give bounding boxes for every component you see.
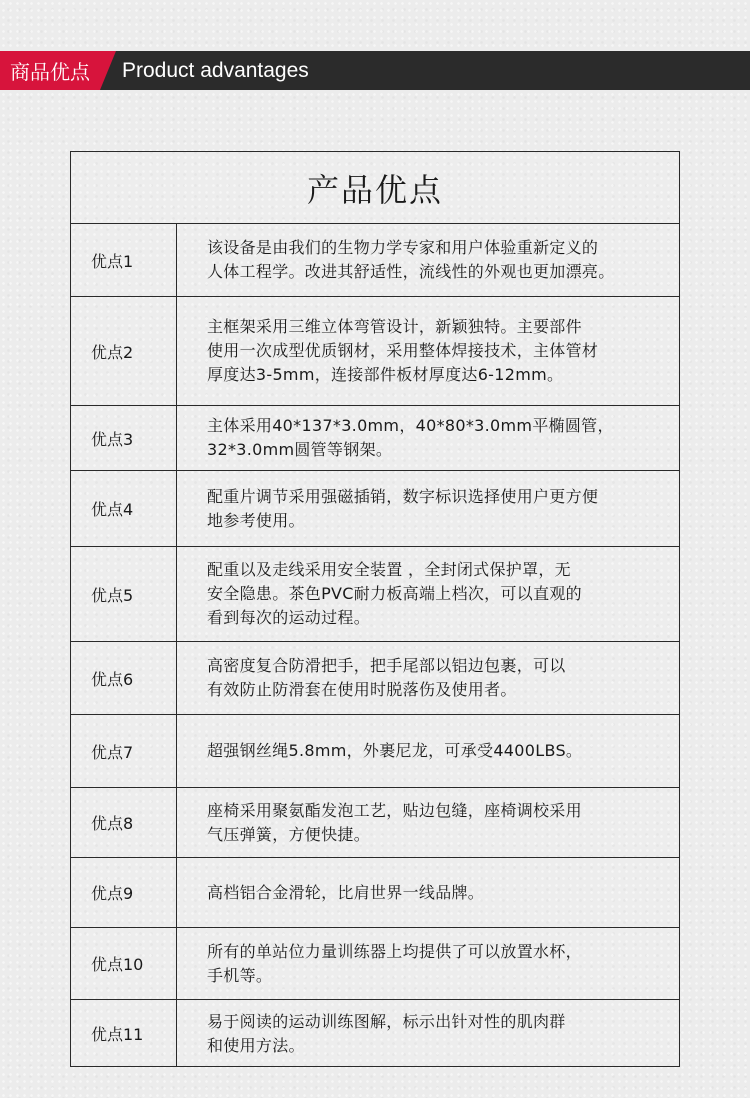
row-label: 优点9	[71, 858, 177, 927]
row-text: 配重以及走线采用安全装置 ，全封闭式保护罩，无 安全隐患。茶色PVC耐力板高端上档次，可以直观的 看到每次的运动过程。	[207, 560, 582, 627]
table-row	[71, 928, 679, 1000]
table-row	[71, 715, 679, 788]
table-row	[71, 547, 679, 642]
table-row	[71, 471, 679, 547]
advantages-table	[70, 151, 680, 1067]
row-text: 主框架采用三维立体弯管设计，新颖独特。主要部件 使用一次成型优质钢材，采用整体焊接技术，主体管材 厚度达3-5mm，连接部件板材厚度达6-12mm。	[207, 317, 599, 384]
table-row	[71, 224, 679, 297]
row-label: 优点4	[71, 471, 177, 546]
row-label: 优点1	[71, 224, 177, 296]
row-label: 优点5	[71, 547, 177, 641]
row-text: 配重片调节采用强磁插销，数字标识选择使用户更方便 地参考使用。	[207, 486, 599, 530]
table-row	[71, 642, 679, 715]
row-text: 该设备是由我们的生物力学专家和用户体验重新定义的 人体工程学。改进其舒适性，流线性的外观也更加漂亮。	[207, 238, 615, 281]
row-text: 所有的单站位力量训练器上均提供了可以放置水杯， 手机等。	[207, 941, 582, 985]
table-row	[71, 406, 679, 471]
section-header-en-label: Product advantages	[122, 58, 309, 82]
row-text: 易于阅读的运动训练图解，标示出针对性的肌肉群 和使用方法。	[207, 1011, 566, 1055]
table-row	[71, 1000, 679, 1067]
row-text: 超强钢丝绳5.8mm，外裹尼龙，可承受4400LBS。	[207, 741, 583, 760]
header-slant-decoration	[100, 51, 116, 90]
section-header-cn-label: 商品优点	[0, 51, 100, 90]
row-text: 主体采用40*137*3.0mm，40*80*3.0mm平椭圆管， 32*3.0mm圆管等钢架。	[207, 416, 614, 459]
row-label: 优点7	[71, 715, 177, 787]
row-label: 优点8	[71, 788, 177, 857]
table-row	[71, 788, 679, 858]
row-label: 优点10	[71, 928, 177, 999]
row-label: 优点11	[71, 1000, 177, 1067]
row-text: 座椅采用聚氨酯发泡工艺，贴边包缝，座椅调校采用 气压弹簧，方便快捷。	[207, 800, 582, 844]
row-label: 优点6	[71, 642, 177, 714]
table-row	[71, 858, 679, 928]
table-row	[71, 297, 679, 406]
table-title: 产品优点	[71, 152, 679, 224]
section-header	[0, 51, 750, 90]
row-text: 高密度复合防滑把手，把手尾部以铝边包裹，可以 有效防止防滑套在使用时脱落伤及使用者。	[207, 656, 566, 699]
row-label: 优点3	[71, 406, 177, 470]
row-label: 优点2	[71, 297, 177, 405]
row-text: 高档铝合金滑轮，比肩世界一线品牌。	[207, 882, 485, 902]
